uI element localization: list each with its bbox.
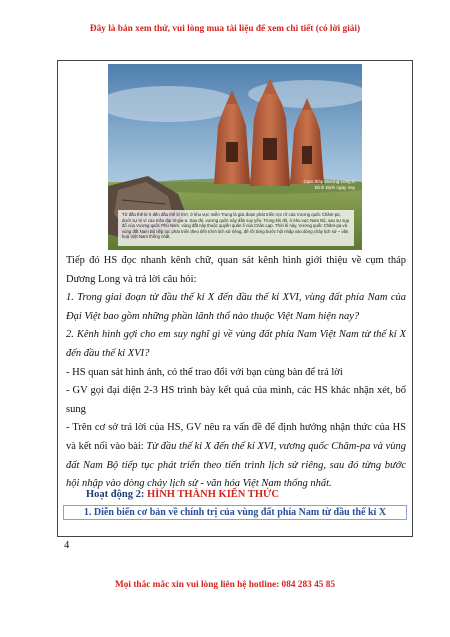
activity-lead: Hoạt động 2: [86, 489, 147, 500]
section-title: 1. Diễn biến cơ bản về chính trị của vùng đất phía Nam từ đầu thế kỉ X [63, 505, 407, 520]
photo-label: Cụm tháp Dương Long ở Bình Định ngày nay [303, 179, 355, 190]
page-number: 4 [64, 540, 70, 551]
step-2: - GV gọi đại diện 2-3 HS trình bày kết quả của mình, các HS khác nhận xét, bổ sung [66, 385, 406, 415]
step-3-lead: - Trên cơ sở trả lời của HS, GV nêu ra vấn đề để định hướng nhận thức của HS và kết nối vào bài: [66, 422, 406, 452]
question-2: 2. Kênh hình gợi cho em suy nghĩ gì về vùng đất phía Nam Việt Nam từ thế kỉ X đến đầu thế kỉ XVI? [66, 329, 406, 359]
step-3 [66, 419, 406, 493]
hotline-banner: Mọi thắc mắc xin vui lòng liên hệ hotline: 084 283 45 85 [114, 580, 336, 590]
step-1: - HS quan sát hình ảnh, có thể trao đổi với bạn cùng bàn để trả lời [66, 366, 343, 378]
intro-paragraph: Tiếp đó HS đọc nhanh kênh chữ, quan sát kênh hình giới thiệu về cụm tháp Dương Long và trả lời câu hỏi: [66, 255, 406, 285]
question-1: 1. Trong giai đoạn từ đầu thế kỉ X đến đầu thế kỉ XVI, vùng đất phía Nam của Đại Việt bao gồm những phần lãnh thổ nào thuộc Việt Nam hiện nay? [66, 292, 406, 322]
activity-title: HÌNH THÀNH KIẾN THỨC [146, 489, 279, 500]
lesson-body [66, 252, 406, 494]
preview-banner: Đây là bản xem thử, vui lòng mua tài liệu để xem chi tiết (có lời giải) [89, 24, 361, 34]
step-3-conclusion: Từ đầu thế kỉ X đến thế kỉ XVI, vương quốc Chăm-pa và vùng đất Nam Bộ tiếp tục phát triển theo tiến trình lịch sử riêng, sau đó từng bước hội nhập vào dòng chảy lịch sử - văn hóa Việt Nam thống nhất. [66, 440, 406, 490]
figure-caption: Từ đầu thế kỉ X đến đầu thế kỉ XVI, ở khu vực miền Trung là giai đoạn phát triển rực rỡ của Vương quốc Chăm-pa, dưới sự trị vì của triều đại Vi-gia-a. Sau đó, vương quốc này dần suy yếu. Trong khi đó, ở khu vực Nam Bộ, sau sự sụp đổ của Vương quốc Phù Nam, vùng đất này thuộc quyền quản lí của Chân Lạp. Thời kì này, Vương quốc Chăm-pa và vùng đất Nam Bộ tiếp tục phát triển theo tiến trình lịch sử riêng, để rồi từng bước hội nhập vào dòng chảy lịch sử – văn hoá Việt Nam thống nhất. [118, 210, 354, 246]
activity-heading [86, 489, 406, 500]
